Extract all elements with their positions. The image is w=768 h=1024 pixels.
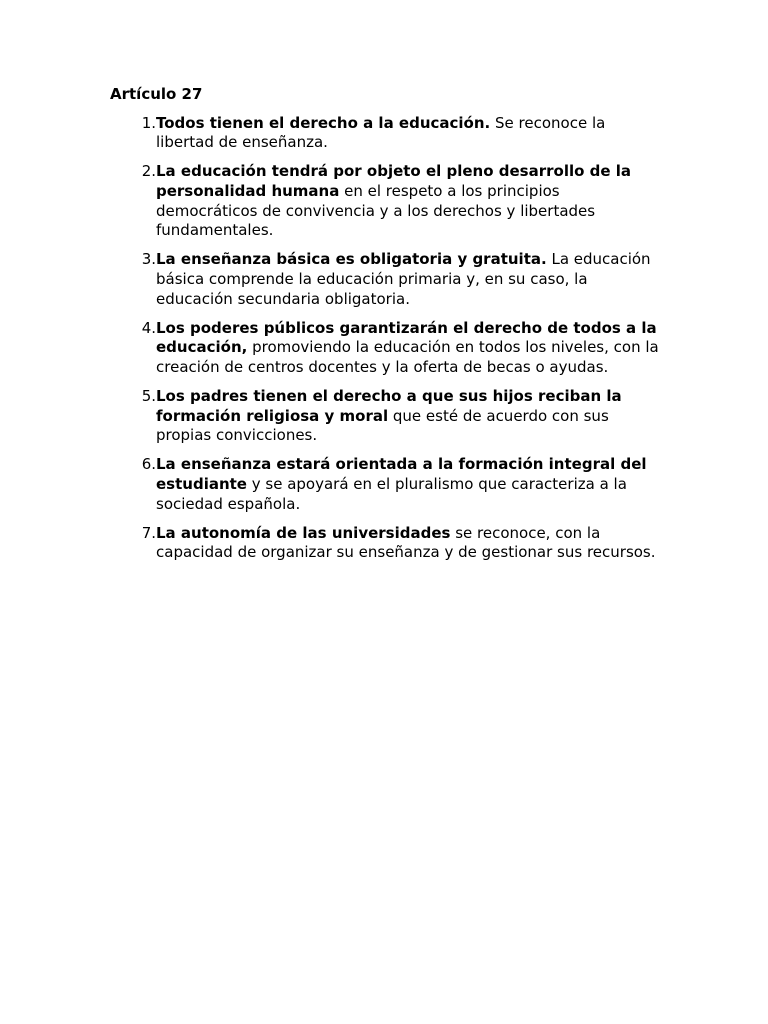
clause-body: [156, 250, 662, 309]
clause-text: se reconoce, con la capacidad de organizar su enseñanza y de gestionar sus recursos.: [156, 523, 656, 562]
clause-body: [156, 455, 662, 514]
clause-lead: Los padres tienen el derecho a que sus hijos reciban la formación religiosa y moral: [156, 387, 622, 425]
clause-text: y se apoyará en el pluralismo que caracteriza a la sociedad española.: [156, 475, 627, 513]
clause-lead: La autonomía de las universidades: [156, 523, 451, 542]
clause-2: [110, 162, 662, 240]
clause-body: [156, 524, 662, 563]
clause-number: 6.: [141, 455, 156, 474]
clause-body: [156, 162, 662, 240]
clause-body: [156, 114, 662, 153]
clause-lead: La enseñanza básica es obligatoria y gratuita.: [156, 250, 547, 269]
clause-3: [110, 250, 662, 309]
clause-body: [156, 319, 662, 378]
clause-number: 4.: [141, 318, 156, 337]
clause-text: Se reconoce la libertad de enseñanza.: [156, 113, 606, 152]
clause-lead: La enseñanza estará orientada a la formación integral del estudiante: [156, 455, 647, 494]
clause-number: 3.: [141, 250, 156, 269]
clause-text: promoviendo la educación en todos los niveles, con la creación de centros docentes y la oferta de becas o ayudas.: [156, 338, 659, 376]
clause-text: La educación básica comprende la educación primaria y, en su caso, la educación secundaria obligatoria.: [156, 250, 651, 308]
clause-number: 7.: [141, 523, 156, 542]
clause-number: 1.: [141, 113, 156, 132]
clause-number: 5.: [141, 387, 156, 406]
article-clauses: [110, 114, 662, 563]
clause-lead: Todos tienen el derecho a la educación.: [156, 113, 491, 132]
clause-text: que esté de acuerdo con sus propias convicciones.: [156, 406, 609, 445]
clause-text: en el respeto a los principios democráticos de convivencia y a los derechos y libertades fundamentales.: [156, 181, 596, 240]
clause-lead: Los poderes públicos garantizarán el derecho de todos a la educación,: [156, 318, 657, 357]
clause-1: [110, 114, 662, 153]
article-title: Artículo 27: [110, 85, 203, 103]
clause-5: [110, 387, 662, 446]
clause-body: [156, 387, 662, 446]
clause-4: [110, 319, 662, 378]
clause-7: [110, 524, 662, 563]
document-content: [110, 85, 662, 573]
clause-6: [110, 455, 662, 514]
clause-number: 2.: [141, 162, 156, 181]
clause-lead: La educación tendrá por objeto el pleno desarrollo de la personalidad humana: [156, 162, 632, 200]
